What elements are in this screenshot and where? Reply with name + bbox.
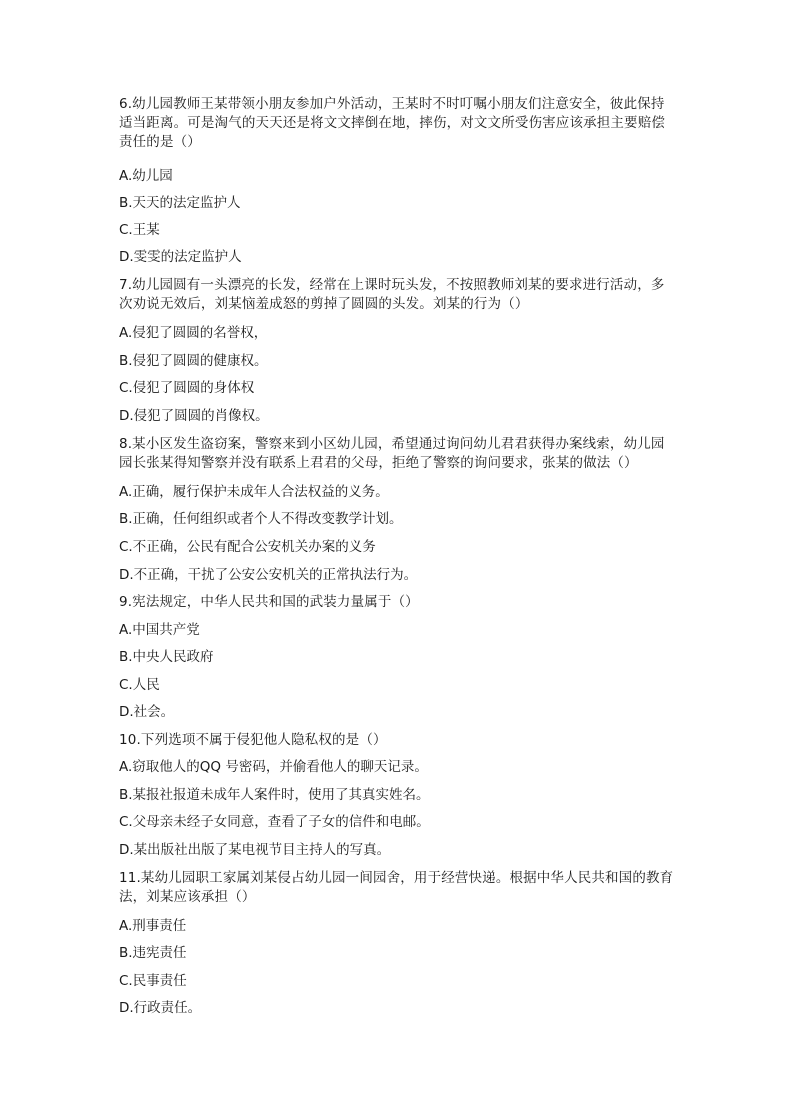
option-c: C.父母亲未经子女同意，查看了子女的信件和电邮。: [119, 814, 430, 830]
option-b: B.天天的法定监护人: [119, 195, 241, 211]
option-d: D.某出版社出版了某电视节目主持人的写真。: [119, 842, 391, 858]
option-d: D.行政责任。: [119, 1000, 202, 1016]
option-b: B.某报社报道未成年人案件时，使用了其真实姓名。: [119, 787, 430, 803]
question-stem: 11.某幼儿园职工家属刘某侵占幼儿园一间园舍，用于经营快递。根据中华人民共和国的教育法，刘某应该承担（）: [119, 870, 674, 905]
option-d: D.雯雯的法定监护人: [119, 249, 242, 265]
question-11: [119, 869, 674, 907]
option-d: D.不正确，干扰了公安公安机关的正常执法行为。: [119, 567, 418, 583]
option-d: D.社会。: [119, 704, 175, 720]
option-b: B.中央人民政府: [119, 649, 214, 665]
question-stem: 9.宪法规定，中华人民共和国的武装力量属于（）: [119, 594, 419, 610]
option-a: A.窃取他人的QQ 号密码，并偷看他人的聊天记录。: [119, 759, 428, 775]
question-stem: 7.幼儿园圆有一头漂亮的长发，经常在上课时玩头发，不按照教师刘某的要求进行活动，多次劝说无效后，刘某恼羞成怒的剪掉了圆圆的头发。刘某的行为（）: [119, 277, 665, 312]
option-c: C.民事责任: [119, 973, 187, 989]
question-stem: 6.幼儿园教师王某带领小朋友参加户外活动，王某时不时叮嘱小朋友们注意安全，彼此保持适当距离。可是淘气的天天还是将文文摔倒在地，摔伤，对文文所受伤害应该承担主要赔偿责任的是（）: [119, 96, 665, 150]
option-a: A.正确，履行保护未成年人合法权益的义务。: [119, 484, 389, 500]
option-a: A.中国共产党: [119, 622, 200, 638]
question-6: [119, 95, 674, 152]
option-b: B.正确，任何组织或者个人不得改变教学计划。: [119, 511, 403, 527]
question-8: [119, 435, 674, 473]
option-c: C.王某: [119, 222, 160, 238]
option-d: D.侵犯了圆圆的肖像权。: [119, 408, 269, 424]
question-stem: 8.某小区发生盗窃案，警察来到小区幼儿园，希望通过询问幼儿君君获得办案线索，幼儿园园长张某得知警察并没有联系上君君的父母，拒绝了警察的询问要求，张某的做法（）: [119, 436, 665, 471]
question-7: [119, 276, 674, 314]
option-c: C.人民: [119, 677, 160, 693]
option-c: C.不正确，公民有配合公安机关办案的义务: [119, 539, 376, 555]
option-b: B.违宪责任: [119, 945, 187, 961]
option-a: A.侵犯了圆圆的名誉权，: [119, 325, 268, 341]
option-b: B.侵犯了圆圆的健康权。: [119, 353, 268, 369]
option-a: A.刑事责任: [119, 918, 187, 934]
question-10: [119, 731, 674, 750]
option-c: C.侵犯了圆圆的身体权: [119, 380, 255, 396]
option-a: A.幼儿园: [119, 168, 173, 184]
question-stem: 10.下列选项不属于侵犯他人隐私权的是（）: [119, 732, 387, 748]
question-9: [119, 593, 674, 612]
